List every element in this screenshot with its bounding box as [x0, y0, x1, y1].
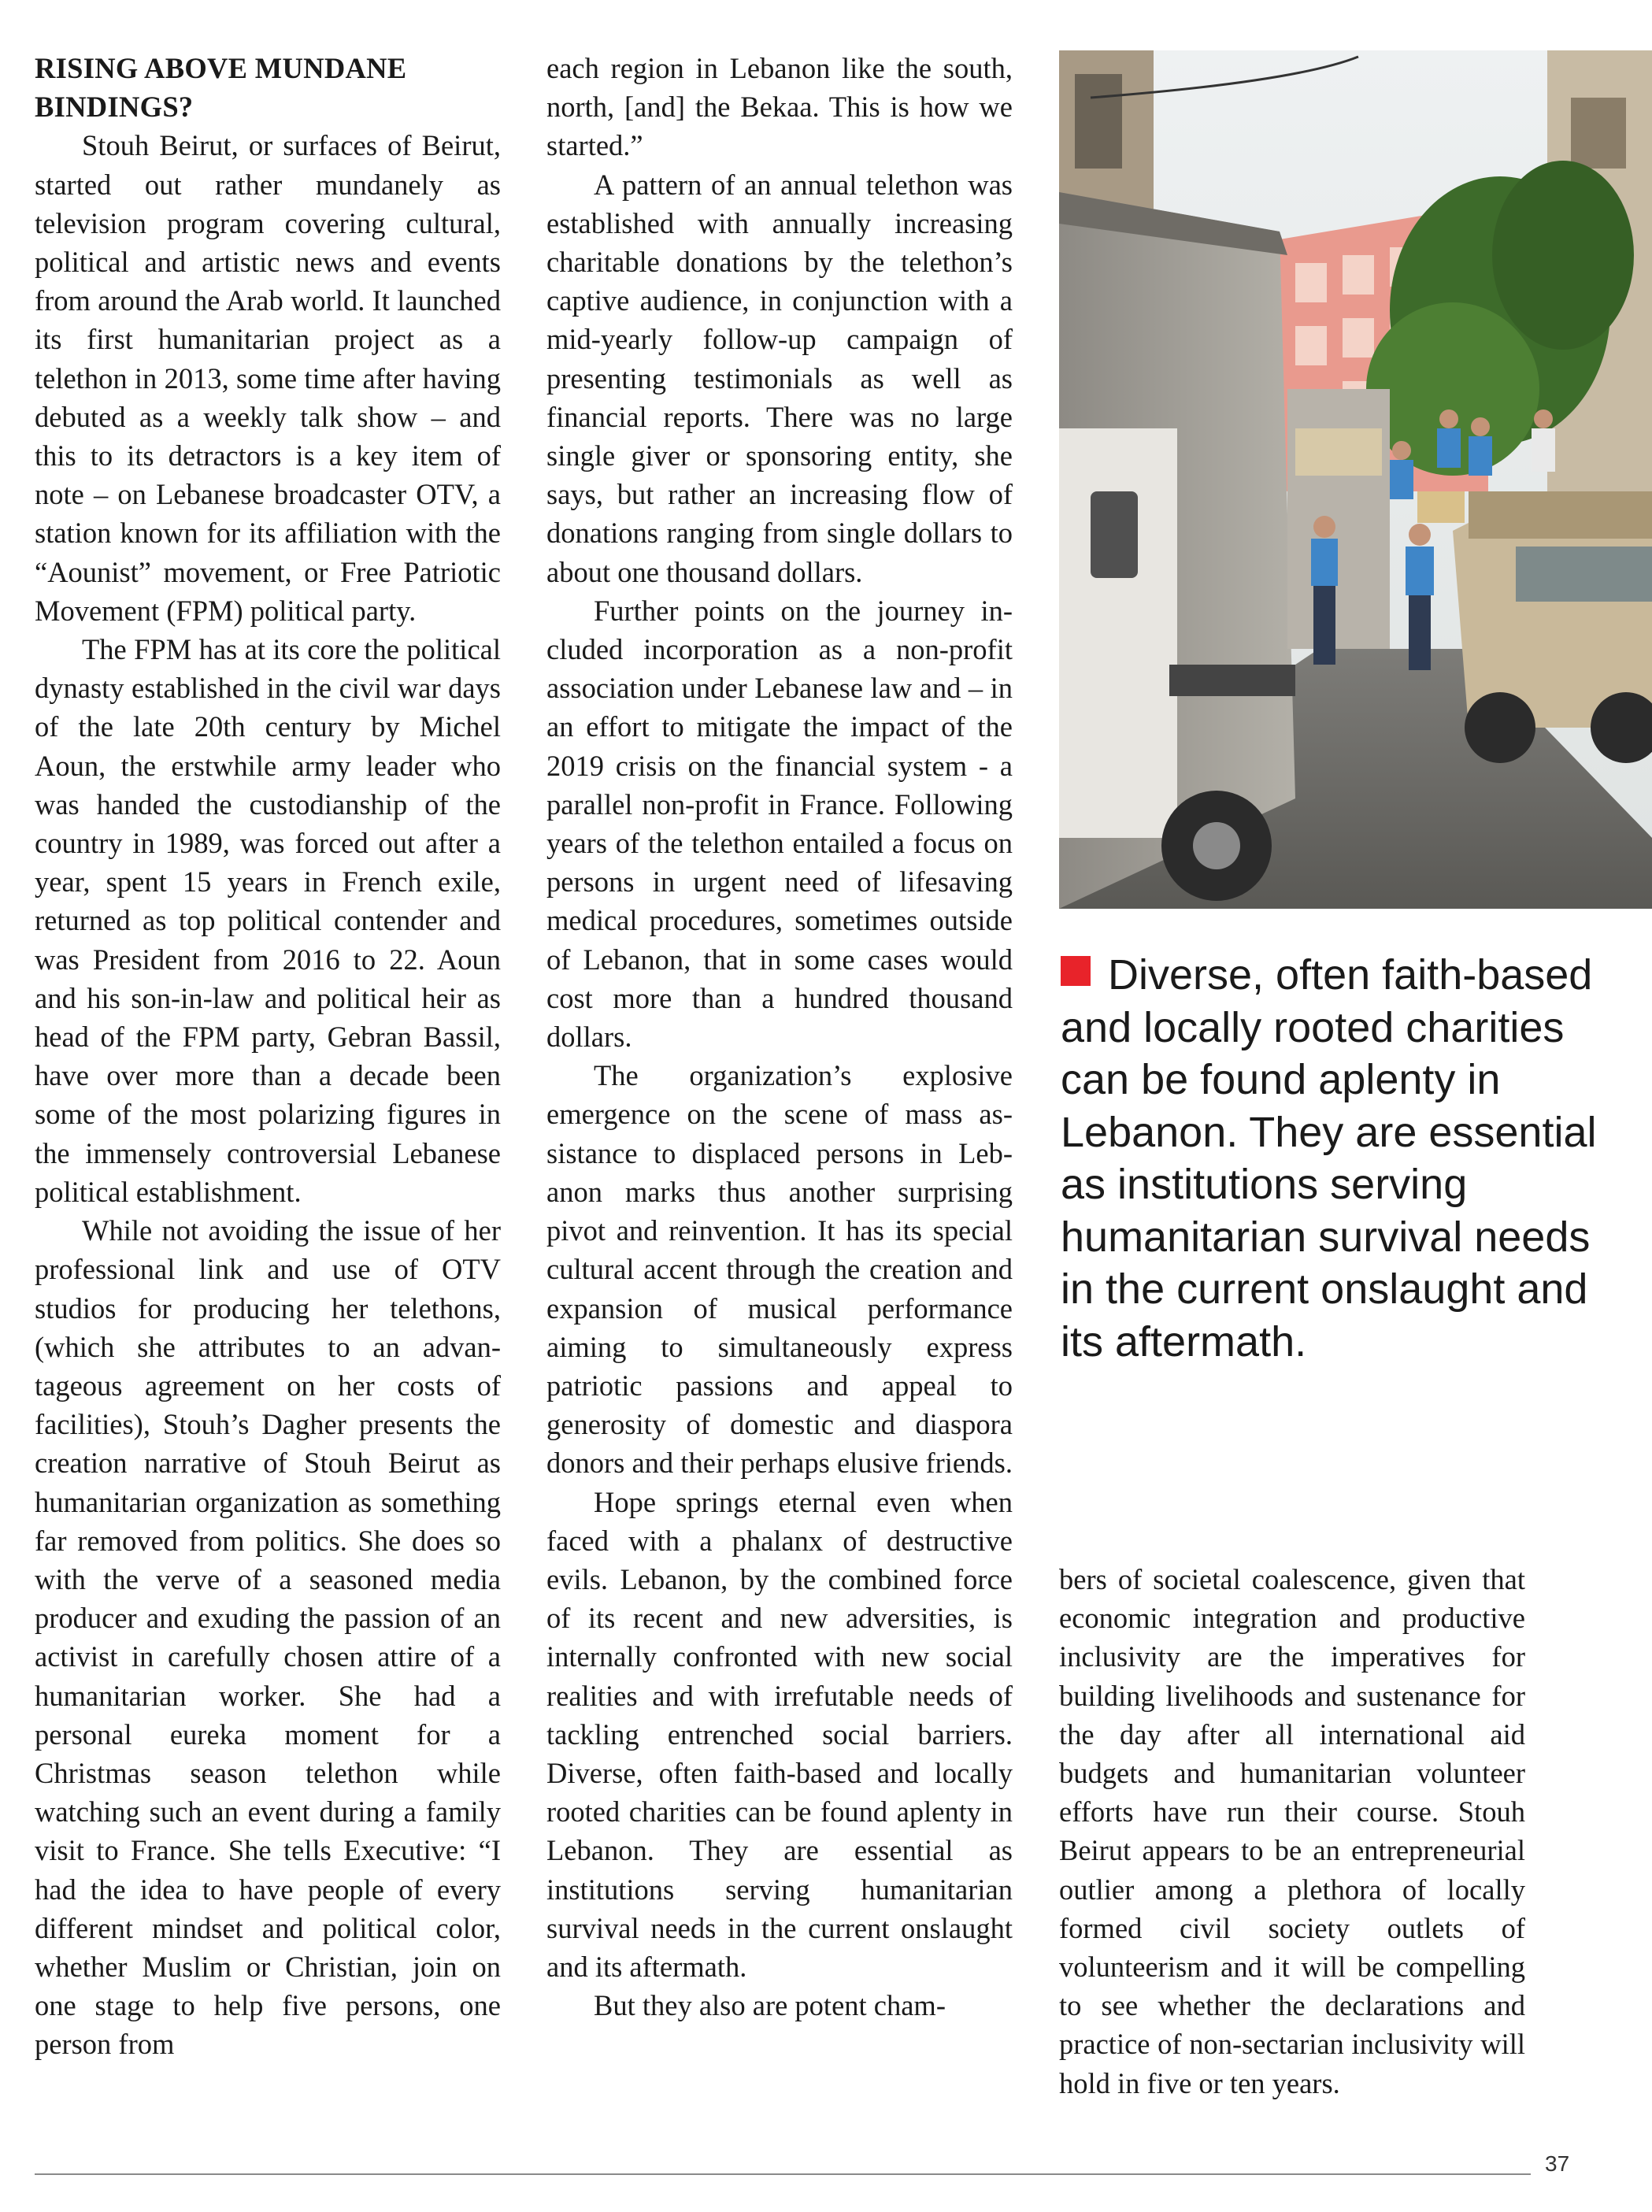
paragraph: The organization’s explosive emergence on the scene of mass assistance to displaced persons in Lebanon marks thus another surprising pivot and reinvention. It has its special cultural accent through the creation and expansion of musical performance aiming to simultaneously express patriotic passions and appeal to generosity of domestic and diaspora donors and their perhaps elusive friends.: [546, 1059, 1013, 1480]
article-photo: [1059, 50, 1652, 909]
paragraph: The FPM has at its core the political dynasty established in the civil war days of the late 20th century by Michel Aoun, the erstwhile army leader who was handed the custodianship of the country in 1989, was forced out after a year, spent 15 years in French exile, returned as top political contender and was President from 2016 to 22. Aoun and his son-in-law and political heir as head of the FPM party, Gebran Bassil, have over more than a decade been some of the most polarizing figures in the immensely controversial Lebanese political establishment.: [35, 633, 501, 1208]
article-column-1: [35, 49, 501, 2064]
page-number: 37: [1545, 2151, 1570, 2176]
footer-rule: [35, 2173, 1531, 2175]
article-column-2: [546, 49, 1013, 2025]
red-square-bullet-icon: [1061, 956, 1091, 986]
pull-quote-text: Diverse, often faith-based and locally rooted charities can be found aplenty in Lebanon. They are essential as institutions serving humanitarian survival needs in the current onslaught and its aftermath.: [1061, 951, 1597, 1365]
section-heading: RISING ABOVE MUNDANE BINDINGS?: [35, 52, 407, 124]
paragraph: each region in Lebanon like the south, north, [and] the Bekaa. This is how we started.”: [546, 52, 1013, 162]
article-column-3: [1059, 1560, 1525, 2103]
pull-quote: [1061, 949, 1612, 1368]
street-aid-truck-photo: [1059, 50, 1652, 909]
paragraph: But they also are potent cham-: [594, 1989, 946, 2022]
paragraph: bers of societal coalescence, given that economic integration and productive inclusivity are the imperatives for building livelihoods and sustenance for the day after all international aid budgets and humanitarian volunteer efforts have run their course. Stouh Beirut appears to be an entrepreneurial outlier among a plethora of locally formed civil society outlets of volunteerism and it will be compelling to see whether the declarations and practice of non-sectarian inclusivity will hold in five or ten years.: [1059, 1563, 1525, 2099]
paragraph: A pattern of an annual telethon was established with annually increasing charitable donations by the telethon’s captive audience, in conjunction with a mid-yearly follow-up campaign of presenting testimonials as well as financial reports. There was no large single giver or sponsoring entity, she says, but rather an increasing flow of donations ranging from single dollars to about one thousand dollars.: [546, 168, 1013, 588]
paragraph: Hope springs eternal even when faced with a phalanx of destructive evils. Lebanon, by the combined force of its recent and new adversities, is internally confronted with new social realities and with irrefutable needs of tackling entrenched social barriers. Diverse, often faith-based and locally rooted charities can be found aplenty in Lebanon. They are essential as institutions serving humanitarian survival needs in the current onslaught and its aftermath.: [546, 1485, 1013, 1983]
paragraph: Stouh Beirut, or surfaces of Beirut, started out rather mundanely as television program covering cultural, political and artistic news and events from around the Arab world. It launched its first humanitarian project as a telethon in 2013, some time after having debuted as a weekly talk show – and this to its detractors is a key item of note – on Lebanese broadcaster OTV, a station known for its affiliation with the “Aounist” movement, or Free Patriotic Movement (FPM) political party.: [35, 129, 501, 627]
paragraph: Further points on the journey included incorporation as a non-profit association under Lebanese law and – in an effort to mitigate the impact of the 2019 crisis on the financial system - a parallel non-profit in France. Following years of the telethon entailed a focus on persons in urgent need of lifesaving medical procedures, sometimes outside of Lebanon, that in some cases would cost more than a hundred thousand dollars.: [546, 594, 1013, 1054]
paragraph: While not avoiding the issue of her professional link and use of OTV studios for producing her telethons, (which she attributes to an advantageous agreement on her costs of facilities), Stouh’s Dagher presents the creation narrative of Stouh Beirut as humanitarian organization as something far removed from politics. She does so with the verve of a seasoned media producer and exuding the passion of an activist in carefully chosen attire of a humanitarian worker. She had a personal eureka moment for a Christmas season telethon while watching such an event during a family visit to France. She tells Executive: “I had the idea to have people of every different mindset and political color, whether Muslim or Christian, join on one stage to help five persons, one person from: [35, 1214, 501, 2061]
